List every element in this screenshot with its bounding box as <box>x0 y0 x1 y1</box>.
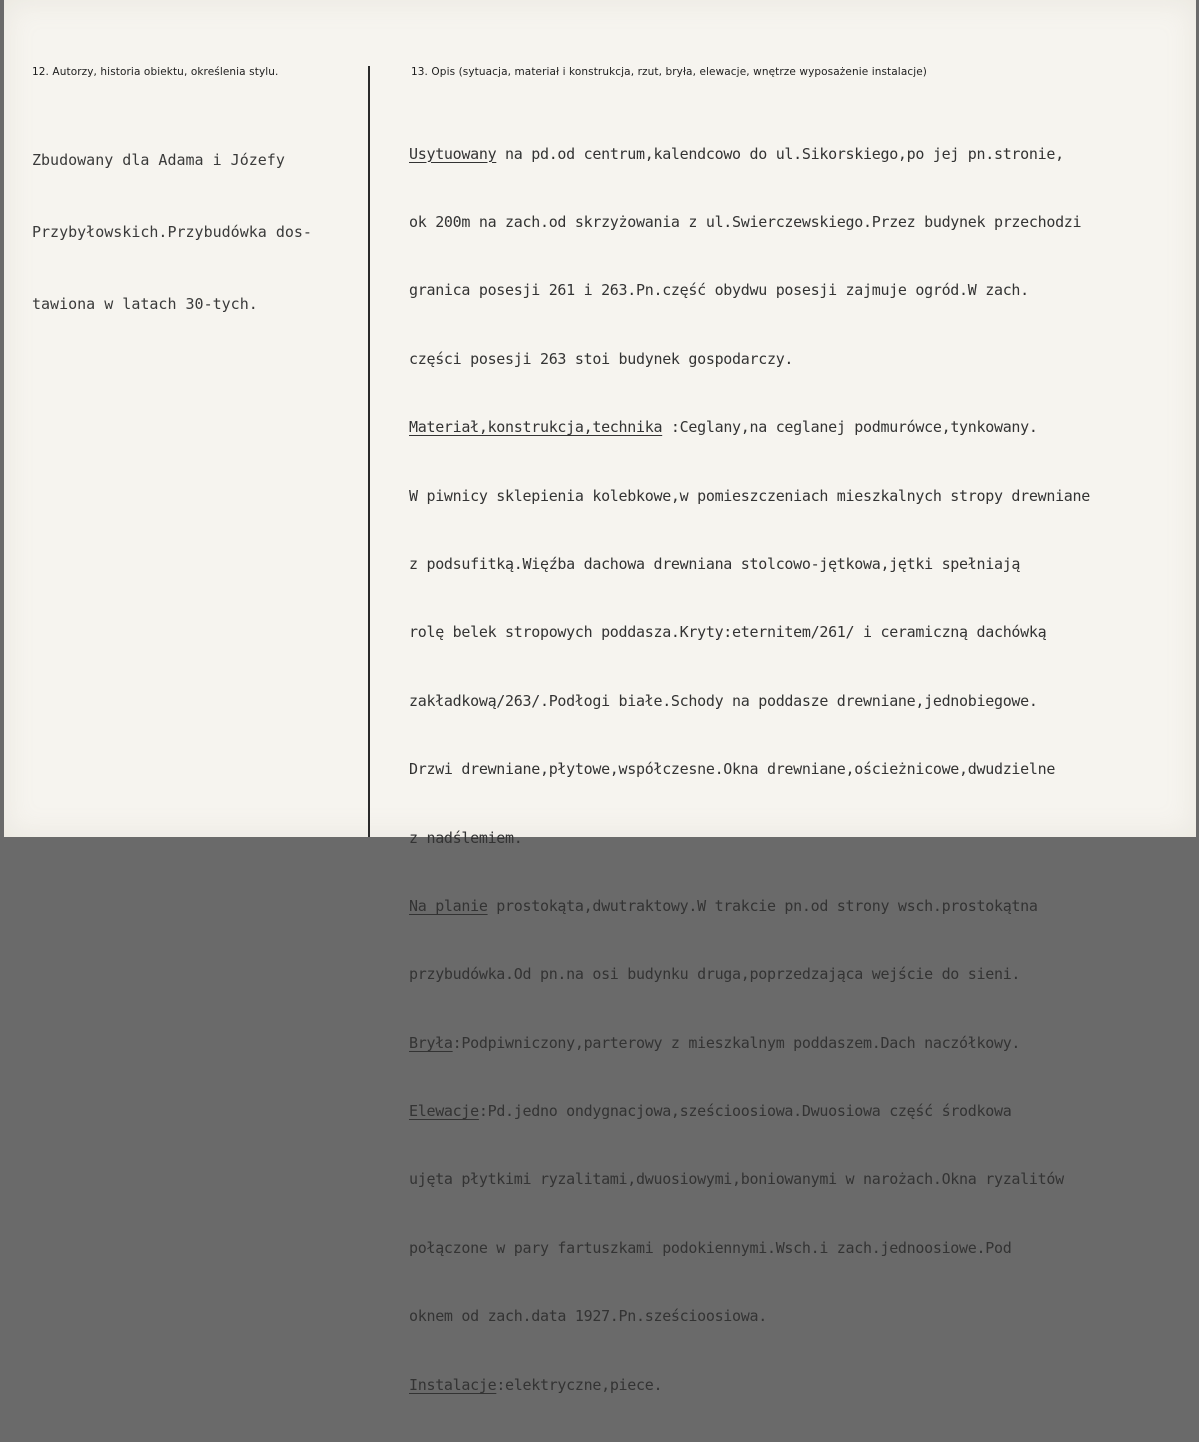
description-line: Bryła:Podpiwniczony,parterowy z mieszkalnym poddaszem.Dach naczółkowy. <box>409 1033 1021 1052</box>
section-12-header: 12. Autorzy, historia obiektu, określenia stylu. <box>32 66 279 78</box>
column-divider <box>368 66 370 837</box>
description-line: rolę belek stropowych poddasza.Kryty:eternitem/261/ i ceramiczną dachówką <box>409 623 1047 642</box>
description-line: W piwnicy sklepienia kolebkowe,w pomieszczeniach mieszkalnych stropy drewniane <box>409 486 1091 505</box>
record-card <box>4 0 1196 1394</box>
heading-material: Materiał,konstrukcja,technika <box>409 418 663 437</box>
description-line: przybudówka.Od pn.na osi budynku druga,poprzedzająca wejście do sieni. <box>409 965 1021 984</box>
history-line: Zbudowany dla Adama i Józefy <box>32 151 285 169</box>
description-line: Usytuowany na pd.od centrum,kalendcowo do ul.Sikorskiego,po jej pn.stronie, <box>409 144 1064 163</box>
description-line: Drzwi drewniane,płytowe,współczesne.Okna drewniane,ościeżnicowe,dwudzielne <box>409 760 1056 779</box>
description-line: zakładkową/263/.Podłogi białe.Schody na poddasze drewniane,jednobiegowe. <box>409 691 1038 710</box>
description-line: Instalacje:elektryczne,piece. <box>409 1375 663 1394</box>
heading-massing: Bryła <box>409 1033 453 1052</box>
description-text <box>409 97 1090 1442</box>
description-line: Na planie prostokąta,dwutraktowy.W trakcie pn.od strony wsch.prostokątna <box>409 896 1038 915</box>
history-text <box>32 100 312 364</box>
heading-installations: Instalacje <box>409 1375 497 1394</box>
description-line: Materiał,konstrukcja,technika :Ceglany,na ceglanej podmurówce,tynkowany. <box>409 418 1038 437</box>
description-line: granica posesji 261 i 263.Pn.część obydwu posesji zajmuje ogród.W zach. <box>409 281 1029 300</box>
description-line: oknem od zach.data 1927.Pn.sześcioosiowa. <box>409 1307 767 1326</box>
history-line: tawiona w latach 30-tych. <box>32 295 258 313</box>
description-line: ujęta płytkimi ryzalitami,dwuosiowymi,boniowanymi w narożach.Okna ryzalitów <box>409 1170 1064 1189</box>
heading-location: Usytuowany <box>409 144 497 163</box>
description-line: połączone w pary fartuszkami podokiennymi.Wsch.i zach.jednoosiowe.Pod <box>409 1238 1012 1257</box>
section-13-header: 13. Opis (sytuacja, materiał i konstrukcja, rzut, bryła, elewacje, wnętrze wyposażenie instalacje) <box>411 66 928 78</box>
description-line: z nadślemiem. <box>409 828 523 847</box>
description-line: ok 200m na zach.od skrzyżowania z ul.Swierczewskiego.Przez budynek przechodzi <box>409 212 1082 231</box>
description-line: z podsufitką.Więźba dachowa drewniana stolcowo-jętkowa,jętki spełniają <box>409 554 1021 573</box>
description-line: części posesji 263 stoi budynek gospodarczy. <box>409 349 794 368</box>
heading-plan: Na planie <box>409 896 488 915</box>
heading-elevations: Elewacje <box>409 1102 479 1121</box>
history-line: Przybyłowskich.Przybudówka dos- <box>32 223 312 241</box>
description-line: Elewacje:Pd.jedno ondygnacjowa,sześcioosiowa.Dwuosiowa część środkowa <box>409 1102 1012 1121</box>
